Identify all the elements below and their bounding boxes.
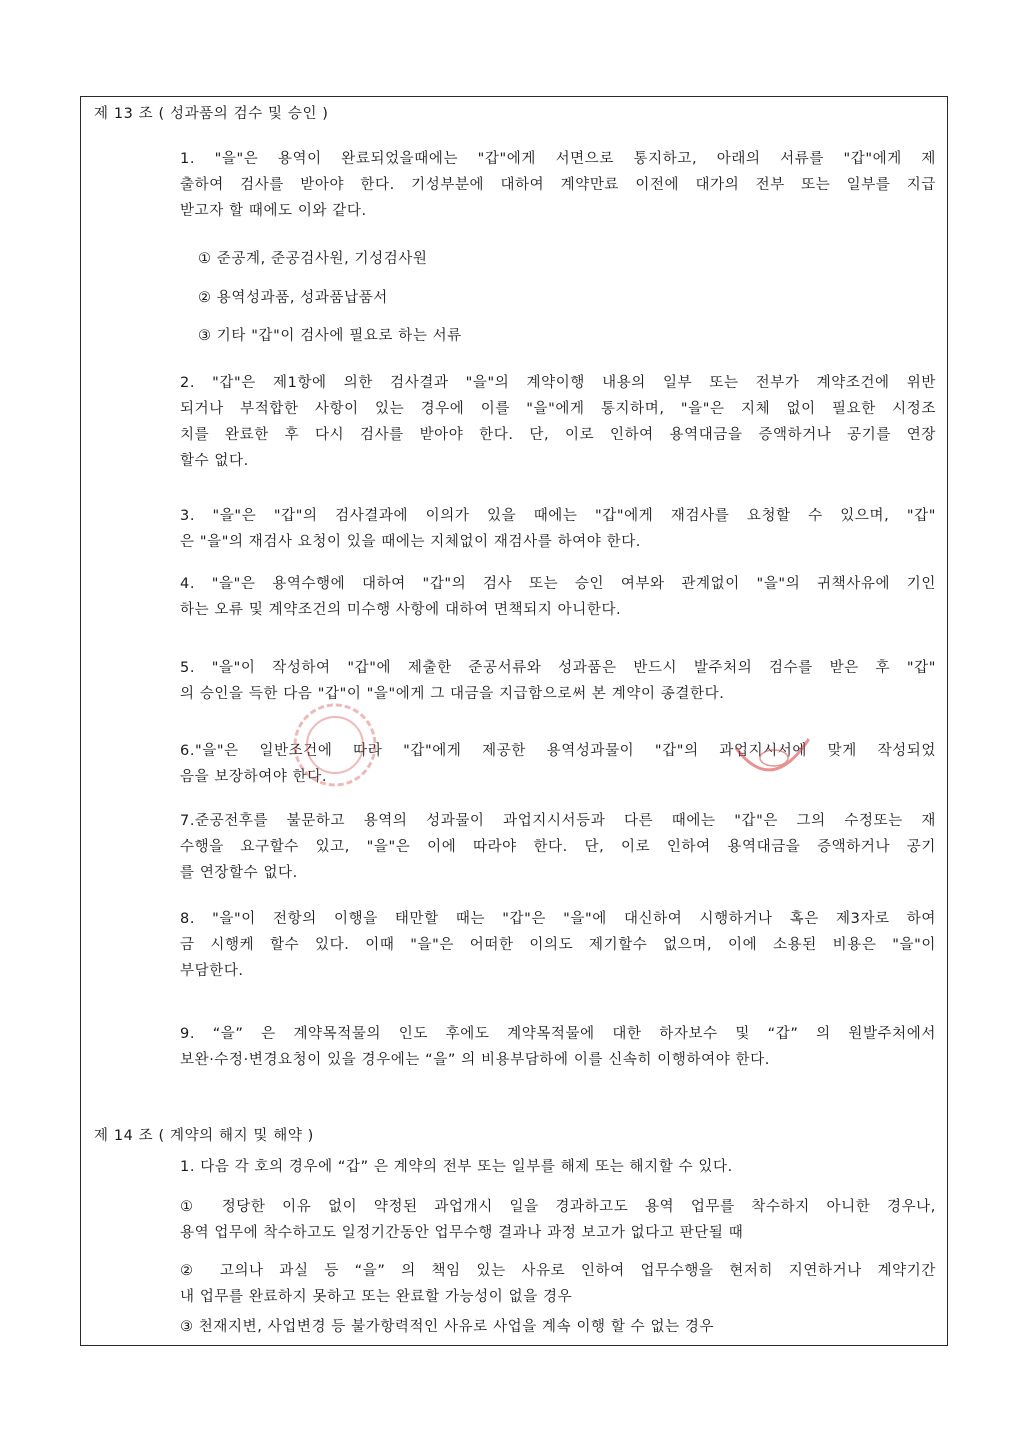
clause-line: 수행을 요구할수 있고, "을"은 이에 따라야 한다. 단, 이로 인하여 용역대금을 증액하거나 공기 [180,839,936,855]
article-13-clause-7 [180,808,936,886]
list-item-1: ① 준공계, 준공검사원, 기성검사원 [198,251,428,267]
list-item-2: ② 용역성과품, 성과품납품서 [198,290,388,306]
article-14-case-1 [180,1194,936,1246]
clause-line: 를 연장할수 없다. [180,865,298,881]
signature-seal-stamp [728,728,818,784]
list-item-3: ③ 기타 "갑"이 검사에 필요로 하는 서류 [198,328,462,344]
clause-line: 부담한다. [180,963,244,979]
seal-mark [760,750,788,766]
clause-line: 1. "을"은 용역이 완료되었을때에는 "갑"에게 서면으로 통지하고, 아래의 서류를 "갑"에게 제 [180,151,936,167]
clause-line: 할수 없다. [180,453,249,469]
article-13-clause-1 [180,146,936,224]
clause-line: 7.준공전후를 불문하고 용역의 성과물이 과업지시서등과 다른 때에는 "갑"은 그의 수정또는 재 [180,813,936,829]
clause-line: 3. "을"은 "갑"의 검사결과에 이의가 있을 때에는 "갑"에게 재검사를 요청할 수 있으며, "갑" [180,508,936,524]
clause-line: ② 고의나 과실 등 “을” 의 책임 있는 사유로 인하여 업무수행을 현저히 지연하거나 계약기간 [180,1263,936,1279]
clause-line: 출하여 검사를 받아야 한다. 기성부분에 대하여 계약만료 이전에 대가의 전부 또는 일부를 지급 [180,177,936,193]
clause-line: 8. "을"이 전항의 이행을 태만할 때는 "갑"은 "을"에 대신하여 시행하거나 혹은 제3자로 하여 [180,911,936,927]
clause-line: 금 시행케 할수 있다. 이때 "을"은 어떠한 이의도 제기할수 없으며, 이에 소용된 비용은 "을"이 [180,937,936,953]
clause-line: 되거나 부적합한 사항이 있는 경우에 이를 "을"에게 통지하며, "을"은 지체 없이 필요한 시정조 [180,401,936,417]
clause-line: 2. "갑"은 제1항에 의한 검사결과 "을"의 계약이행 내용의 일부 또는 전부가 계약조건에 위반 [180,375,936,391]
seal-arc [736,734,812,770]
article-13-heading: 제 13 조 ( 성과품의 검수 및 승인 ) [94,106,329,122]
article-14-heading: 제 14 조 ( 계약의 해지 및 해약 ) [94,1128,314,1144]
clause-line: 음을 보장하여야 한다. [180,769,328,785]
clause-line: 하는 오류 및 계약조건의 미수행 사항에 대하여 면책되지 아니한다. [180,602,622,618]
clause-line: 4. "을"은 용역수행에 대하여 "갑"의 검사 또는 승인 여부와 관계없이 "을"의 귀책사유에 기인 [180,576,936,592]
clause-line: 받고자 할 때에도 이와 같다. [180,203,367,219]
seal-inner-ring [307,717,363,773]
company-seal-stamp [290,700,380,790]
clause-line: 치를 완료한 후 다시 검사를 받아야 한다. 단, 이로 인하여 용역대금을 증액하거나 공기를 연장 [180,427,936,443]
clause-line: 6."을"은 일반조건에 따라 "갑"에게 제공한 용역성과물이 "갑"의 과업지시서에 맞게 작성되었 [180,743,936,759]
article-13-clause-2 [180,370,936,474]
clause-line: 9. “을” 은 계약목적물의 인도 후에도 계약목적물에 대한 하자보수 및 “갑” 의 원발주처에서 [180,1026,936,1042]
article-13-clause-3 [180,503,936,555]
article-13-clause-4 [180,571,936,623]
clause-line: 용역 업무에 착수하고도 일정기간동안 업무수행 결과나 과정 보고가 없다고 판단될 때 [180,1225,744,1241]
clause-line: 5. "을"이 작성하여 "갑"에 제출한 준공서류와 성과품은 반드시 발주처의 검수를 받은 후 "갑" [180,660,936,676]
article-14-case-3: ③ 천재지변, 사업변경 등 불가항력적인 사유로 사업을 계속 이행 할 수 없는 경우 [180,1319,715,1335]
article-14-case-2 [180,1258,936,1310]
clause-line: 은 "을"의 재검사 요청이 있을 때에는 지체없이 재검사를 하여야 한다. [180,534,642,550]
article-14-clause-1: 1. 다음 각 호의 경우에 “갑” 은 계약의 전부 또는 일부를 해제 또는 해지할 수 있다. [180,1159,733,1175]
article-13-clause-5 [180,655,936,707]
clause-line: ① 정당한 이유 없이 약정된 과업개시 일을 경과하고도 용역 업무를 착수하지 아니한 경우나, [180,1199,936,1215]
article-13-clause-8 [180,906,936,984]
clause-line: 내 업무를 완료하지 못하고 또는 완료할 가능성이 없을 경우 [180,1289,573,1305]
clause-line: 보완·수정·변경요청이 있을 경우에는 “을” 의 비용부담하에 이를 신속히 이행하여야 한다. [180,1052,770,1068]
clause-line: 의 승인을 득한 다음 "갑"이 "을"에게 그 대금을 지급함으로써 본 계약이 종결한다. [180,686,725,702]
article-13-clause-9 [180,1021,936,1073]
